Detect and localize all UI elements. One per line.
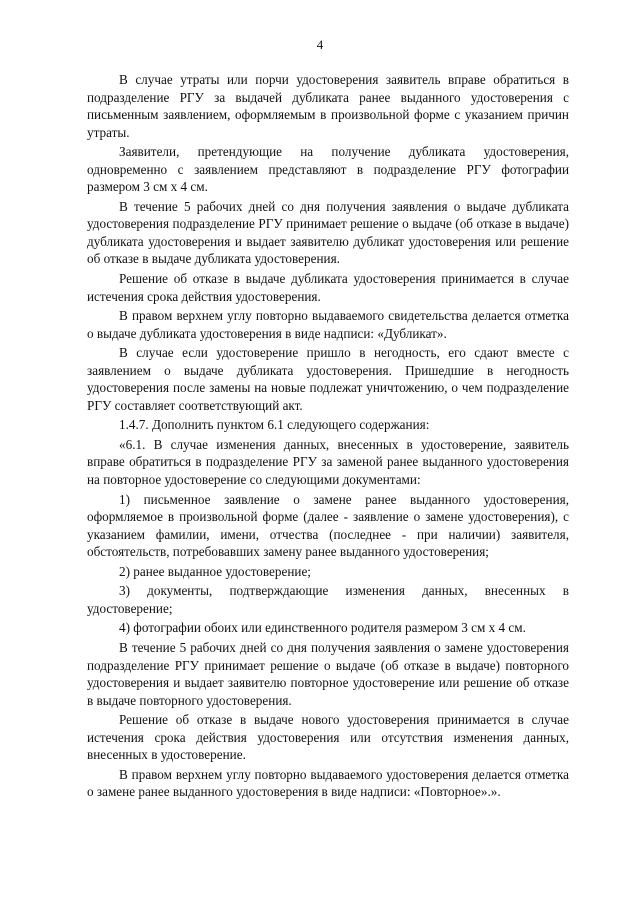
paragraph: В течение 5 рабочих дней со дня получения заявления о выдаче дубликата удостоверения подразделение РГУ принимает решение о выдаче (об отказе в выдаче) дубликата удостоверения и выдает заявителю дубликат удостоверения или решение об отказе в выдаче дубликата удостоверения. [87, 198, 569, 267]
paragraph: Решение об отказе в выдаче дубликата удостоверения принимается в случае истечения срока действия удостоверения. [87, 271, 569, 304]
paragraph: Заявители, претендующие на получение дубликата удостоверения, одновременно с заявлением представляют в подразделение РГУ фотографии размером 3 см x 4 см. [87, 144, 569, 195]
list-item: 1) письменное заявление о замене ранее выданного удостоверения, оформляемое в произвольной форме (далее - заявление о замене удостоверения), с указанием фамилии, имени, отчества (последнее - при наличии) заявителя, обстоятельств, потребовавших замену ранее выданного удостоверения; [87, 491, 569, 560]
page-number: 4 [316, 37, 324, 52]
paragraph: В правом верхнем углу повторно выдаваемого свидетельства делается отметка о выдаче дубликата удостоверения в виде надписи: «Дубликат». [87, 308, 569, 341]
paragraph: В течение 5 рабочих дней со дня получения заявления о замене удостоверения подразделение РГУ принимает решение о выдаче (об отказе в выдаче) повторного удостоверения и выдает заявителю повторное удостоверение или решение об отказе в выдаче повторного удостоверения. [87, 639, 569, 708]
list-item: 4) фотографии обоих или единственного родителя размером 3 см x 4 см. [119, 620, 526, 636]
paragraph: В правом верхнем углу повторно выдаваемого удостоверения делается отметка о замене ранее выданного удостоверения в виде надписи: «Повторное».». [87, 766, 569, 800]
document-body [87, 71, 569, 803]
list-item: 3) документы, подтверждающие изменения данных, внесенных в удостоверение; [87, 583, 569, 616]
list-item: 2) ранее выданное удостоверение; [119, 563, 311, 579]
paragraph: 1.4.7. Дополнить пунктом 6.1 следующего содержания: [119, 417, 430, 433]
paragraph: В случае утраты или порчи удостоверения заявитель вправе обратиться в подразделение РГУ за выдачей дубликата ранее выданного удостоверения с письменным заявлением, оформляемым в произвольной форме с указанием причин утраты. [87, 72, 569, 140]
paragraph: В случае если удостоверение пришло в негодность, его сдают вместе с заявлением о выдаче дубликата удостоверения. Пришедшие в негодность удостоверения после замены на новые подлежат уничтожению, о чем подразделение РГУ составляет соответствующий акт. [87, 345, 569, 413]
paragraph: Решение об отказе в выдаче нового удостоверения принимается в случае истечения срока действия удостоверения или отсутствия изменения данных, внесенных в удостоверение. [87, 712, 569, 763]
paragraph: «6.1. В случае изменения данных, внесенных в удостоверение, заявитель вправе обратиться в подразделение РГУ за заменой ранее выданного удостоверения на повторное удостоверение со следующими документами: [87, 436, 569, 488]
